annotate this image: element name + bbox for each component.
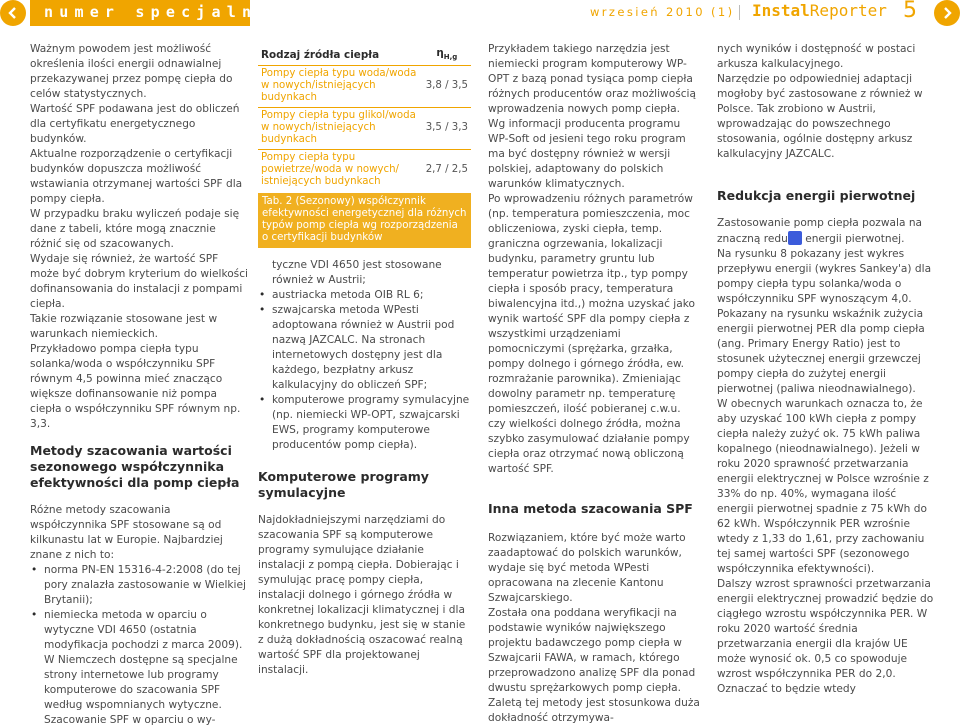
paragraph: Pokazany na rysunku wskaźnik zużycia energii pierwotnej PER dla pomp ciepła (ang. Primary Energy Ratio) jest to stosunek użytecznej energii grzewczej pompy ciepła do zużytej energii pierwotnej (paliwa nieodnawialnego). — [717, 308, 925, 395]
section-bar — [30, 0, 273, 26]
paragraph: nych wyników i dostępność w postaci arkusza kalkulacyjnego. — [717, 43, 916, 70]
page-header — [0, 0, 960, 34]
paragraph: Wartość SPF podawana jest do obliczeń dla certyfikatu energetycznego budynków. — [30, 103, 240, 145]
section-title: numer specjalny — [44, 3, 273, 21]
list-item: • norma PN-EN 15316-4-2:2008 (do tej pory znalazła zastosowanie w Wielkiej Brytanii); — [30, 563, 248, 608]
page-number: 5 — [903, 0, 917, 23]
paragraph: Rozwiązaniem, które być może warto zaadaptować do polskich warunków, wydaje się być metoda WPesti opracowana na zlecenie Kantonu Szwajcarskiego. — [488, 532, 686, 604]
paragraph: Została ona poddana weryfikacji na podstawie wyników największego projektu badawczego pomp ciepła w Szwajcarii FAWA, w ramach, którego przeprowadzono analizę SPF dla ponad dwustu sprężarkowych pomp ciepła. Zaletą tej metody jest stosunkowa duża dokładność otrzymywa- — [488, 607, 700, 724]
issue-date: wrzesień 2010 (1) — [590, 5, 735, 19]
section-heading: Metody szacowania wartości sezonowego współczynnika efektywności dla pomp ciepła — [30, 443, 240, 490]
bullet-list — [258, 288, 471, 453]
section-heading: Inna metoda szacowania SPF — [488, 501, 693, 516]
paragraph: Najdokładniejszymi narzędziami do szacowania SPF są komputerowe programy symulujące działanie instalacji z pompą ciepła. Dobierając i symulując pracę pompy ciepła, instalacji dolnego i górnego źródła w konkretnej lokalizacji klimatycznej i dla konkretnego budynku, jest się w stanie z dużą dokładnością oszacować realną wartość SPF dla projektowanej instalacji. — [258, 514, 466, 677]
paragraph: Zastosowanie pomp ciepła pozwala na znaczną redu energii pierwotnej. — [717, 217, 923, 245]
paragraph: Przykładem takiego narzędzia jest niemiecki program komputerowy WP-OPT z bazą ponad tysiąca pomp ciepła różnych producentów oraz możliwością wprowadzenia nowych pomp ciepła. Wg informacji producenta programu WP-Soft od jesieni tego roku program ma być dostępny również w wersji polskiej, adaptowany do polskich warunków klimatycznych. — [488, 43, 696, 190]
paragraph: Na rysunku 8 pokazany jest wykres przepływu energii (wykres Sankey'a) dla pompy ciepła typu solanka/woda o współczynniku SPF wynoszącym 4,0. — [717, 248, 932, 305]
table-cell: Pompy ciepła typu glikol/woda w nowych/istniejących budynkach — [258, 108, 423, 150]
section-heading: Redukcja energii pierwotnej — [717, 188, 916, 203]
column-2 — [258, 42, 471, 678]
arrow-left-icon[interactable] — [0, 0, 26, 26]
table-cell: Pompy ciepła typu woda/woda w nowych/istniejących budynkach — [258, 66, 423, 108]
efficiency-table — [258, 44, 471, 191]
bullet-list — [30, 563, 248, 728]
paragraph: Aktualne rozporządzenie o certyfikacji budynków dopuszcza możliwość wstawiania otrzymanej wartości SPF dla pompy ciepła. — [30, 148, 243, 205]
paragraph: W obecnych warunkach oznacza to, że aby uzyskać 100 kWh ciepła z pompy ciepła należy zużyć ok. 75 kWh paliwa kopalnego (nieodnawialnego). Jeżeli w roku 2020 sprawność przetwarzania energii elektrycznej w Polsce wzrośnie z 33% do np. 40%, wymagana ilość energii pierwotnej spadnie z 75 kWh do 62 kWh. Współczynnik PER wzrośnie wtedy z 1,33 do 1,61, przy zachowaniu tej samej wartości SPF (sezonowego współczynnika efektywności). — [717, 398, 929, 575]
brand-logo: InstalReporter — [752, 1, 887, 20]
column-header-eta: $\eta_{H,g}$ — [423, 44, 471, 66]
table-header-row — [258, 44, 471, 66]
table-row — [258, 150, 471, 192]
table-row — [258, 66, 471, 108]
table-cell-value: 2,7 / 2,5 — [425, 164, 468, 176]
paragraph: Po wprowadzeniu różnych parametrów (np. temperatura pomieszczenia, moc obliczeniowa, zyski ciepła, temp. graniczna ogrzewania, lokalizacji budynku, parametry gruntu lub temperatur powietrza itp., typ pompy ciepła i sposób pracy, temperatura biwalencyjna itd.,) można uzyskać jako wynik wartość SPF dla pompy ciepła z wszystkimi urządzeniami pomocniczymi (sprężarka, grzałka, pompy dolnego i górnego źródła, ew. rozmrażanie parownika). Zmieniając dowolny parametr np. temperaturę pomieszczeń, ilość pobieranej c.w.u. czy wielkości dolnego źródła, można szybko zasymulować działanie pompy ciepła oraz otrzymać nową obliczoną wartość SPF. — [488, 193, 695, 475]
paragraph: Ważnym powodem jest możliwość określenia ilości energii odnawialnej przekazywanej przez pompę ciepła do celów statystycznych. — [30, 43, 233, 100]
paragraph: Takie rozwiązanie stosowane jest w warunkach niemieckich. — [30, 313, 218, 340]
paragraph: Przykładowo pompa ciepła typu solanka/woda o współczynniku SPF równym 4,5 powinna mieć znacząco większe dofinansowanie niż pompa ciepła o współczynniku SPF równym np. 3,3. — [30, 343, 241, 430]
paragraph: Wydaje się również, że wartość SPF może być dobrym kryterium do wielkości dofinansowania do instalacji z pompami ciepła. — [30, 253, 248, 310]
table-caption: Tab. 2 (Sezonowy) współczynnik efektywności energetycznej dla różnych typów pomp ciepła wg rozporządzenia o certyfikacji budynków — [258, 193, 471, 248]
section-heading: Komputerowe programy symulacyjne — [258, 469, 429, 501]
paragraph: W przypadku braku wyliczeń podaje się dane z tabeli, które mogą znacznie różnić się od szacowanych. — [30, 208, 240, 250]
list-item: • niemiecka metoda w oparciu o wytyczne VDI 4650 (ostatnia modyfikacja pochodzi z marca 2009). W Niemczech dostępne są specjalne strony internetowe lub programy komputerowe do szacowania SPF według wspomnianych wytyczne. Szacowanie SPF w oparciu o wy- — [30, 608, 248, 728]
table-row — [258, 108, 471, 150]
column-header: Rodzaj źródła ciepła — [258, 44, 423, 66]
list-item: • komputerowe programy symulacyjne (np. niemiecki WP-OPT, szwajcarski EWS, programy komputerowe producentów pomp ciepła). — [258, 393, 471, 453]
arrow-right-icon[interactable] — [934, 0, 960, 26]
column-3 — [488, 42, 700, 726]
list-item: • austriacka metoda OIB RL 6; — [258, 288, 471, 303]
document-icon[interactable] — [788, 231, 802, 245]
paragraph: Narzędzie po odpowiedniej adaptacji mogłoby być zastosowane z również w Polsce. Tak zrobiono w Austrii, wprowadzając do powszechnego stosowania, ogólnie dostępny arkusz kalkulacyjny JAZCALC. — [717, 73, 923, 160]
list-item: • szwajcarska metoda WPesti adoptowana również w Austrii pod nazwą JAZCALC. Na stronach internetowych dostępny jest dla każdego, bezpłatny arkusz kalkulacyjny do obliczeń SPF; — [258, 303, 471, 393]
paragraph: Różne metody szacowania współczynnika SPF stosowane są od kilkunastu lat w Europie. Najbardziej znane z nich to: — [30, 504, 223, 561]
table-cell: Pompy ciepła typu powietrze/woda w nowych/ istniejących budynkach — [261, 152, 399, 188]
column-4 — [717, 42, 935, 697]
header-divider — [739, 5, 740, 20]
column-1 — [30, 42, 248, 728]
paragraph: Dalszy wzrost sprawności przetwarzania energii elektrycznej prowadzić będzie do ciągłego wzrostu współczynnika PER. W roku 2020 wartość średnia przetwarzania energii dla krajów UE może wynosić ok. 0,5 co spowoduje wzrost współczynnika PER do 2,0. Oznaczać to będzie wtedy — [717, 578, 934, 695]
table-cell-value: 3,5 / 3,3 — [423, 108, 471, 150]
table-cell-value: 3,8 / 3,5 — [423, 66, 471, 108]
paragraph: tyczne VDI 4650 jest stosowane również w Austrii; — [272, 259, 442, 287]
